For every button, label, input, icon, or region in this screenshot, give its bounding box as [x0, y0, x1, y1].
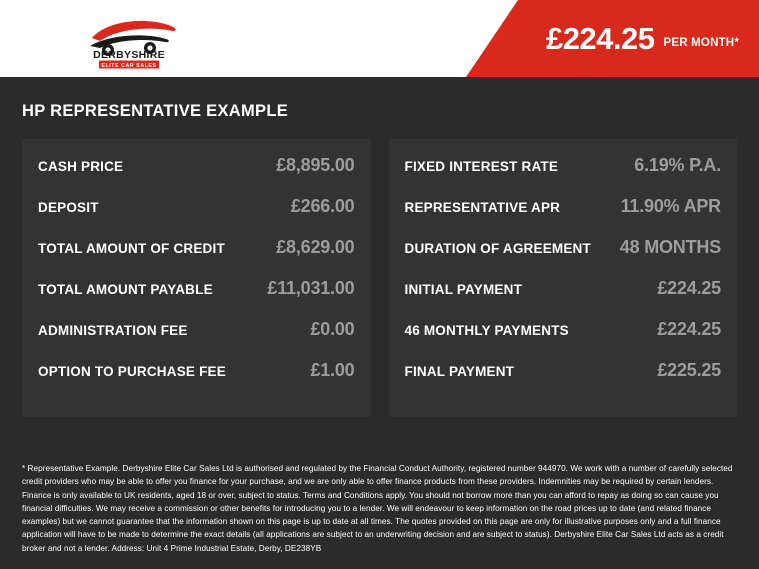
table-row: [405, 237, 722, 278]
table-row: [405, 155, 722, 196]
page-title: HP REPRESENTATIVE EXAMPLE: [22, 102, 289, 120]
row-label: FIXED INTEREST RATE: [404, 159, 559, 174]
page-header: [0, 0, 759, 77]
row-label: TOTAL AMOUNT OF CREDIT: [38, 241, 225, 256]
table-row: [38, 360, 355, 401]
finance-tables: [0, 121, 759, 417]
table-row: [38, 319, 355, 360]
row-label: OPTION TO PURCHASE FEE: [38, 364, 226, 379]
row-label: FINAL PAYMENT: [404, 364, 515, 379]
row-label: CASH PRICE: [38, 159, 124, 174]
monthly-price-panel: [518, 0, 759, 77]
row-value: 6.19% P.A.: [634, 155, 721, 175]
row-value: 11.90% APR: [620, 196, 721, 216]
row-value: £0.00: [310, 319, 355, 339]
monthly-price-amount: £224.25: [545, 21, 655, 56]
footer-disclaimer: [0, 450, 759, 569]
derbyshire-elite-car-sales-logo[interactable]: [72, 8, 187, 70]
row-label: ADMINISTRATION FEE: [38, 323, 188, 338]
row-label: REPRESENTATIVE APR: [404, 200, 561, 215]
table-row: [38, 237, 355, 278]
row-label: 46 MONTHLY PAYMENTS: [404, 323, 569, 338]
logo-icon: [72, 8, 187, 70]
row-value: £266.00: [290, 196, 355, 216]
table-row: [38, 155, 355, 196]
right-finance-panel: [389, 139, 738, 417]
row-value: £1.00: [310, 360, 355, 380]
row-label: DEPOSIT: [38, 200, 99, 215]
row-value: £8,895.00: [276, 155, 355, 175]
row-value: £225.25: [657, 360, 721, 380]
table-row: [38, 196, 355, 237]
row-label: DURATION OF AGREEMENT: [404, 241, 591, 256]
row-value: £11,031.00: [267, 278, 355, 298]
disclaimer-text: * Representative Example. Derbyshire Elite Car Sales Ltd is authorised and regulated by the Financial Conduct Authority, registered number 944970. We work with a number of carefully selected credit providers who may be able to offer you finance for your purchase, and we are only able to offer finance products from these providers. Indemnities may be required by certain lenders. Finance is only available to UK residents, aged 18 or over, subject to status. Terms and Conditions apply. You should not borrow more than you can afford to repay as doing so can cause you financial difficulties. We may receive a commission or other benefits for introducing you to a lender. We will endeavour to keep information on the road prices up to date (and related finance examples) but we cannot guarantee that the information shown on this page is up to date at all times. The quotes provided on this page are only for illustrative purposes only and a full finance application will have to be made to determine the exact details (all applications are subject to an underwriting decision and are subject to status). Derbyshire Elite Car Sales Ltd acts as a credit broker and not a lender. Address: Unit 4 Prime Industrial Estate, Derby, DE238YB: [22, 464, 733, 553]
row-value: £224.25: [657, 278, 721, 298]
table-row: [38, 278, 355, 319]
monthly-price-suffix: PER MONTH*: [663, 36, 739, 49]
table-row: [405, 278, 722, 319]
table-row: [405, 196, 722, 237]
table-row: [405, 360, 722, 401]
row-label: INITIAL PAYMENT: [404, 282, 523, 297]
row-label: TOTAL AMOUNT PAYABLE: [38, 282, 213, 297]
table-row: [405, 319, 722, 360]
row-value: £224.25: [657, 319, 721, 339]
left-finance-panel: [22, 139, 371, 417]
row-value: £8,629.00: [276, 237, 355, 257]
svg-text:ELITE CAR SALES: ELITE CAR SALES: [101, 62, 157, 69]
row-value: 48 MONTHS: [619, 237, 721, 257]
svg-text:DERBYSHIRE: DERBYSHIRE: [93, 49, 165, 61]
